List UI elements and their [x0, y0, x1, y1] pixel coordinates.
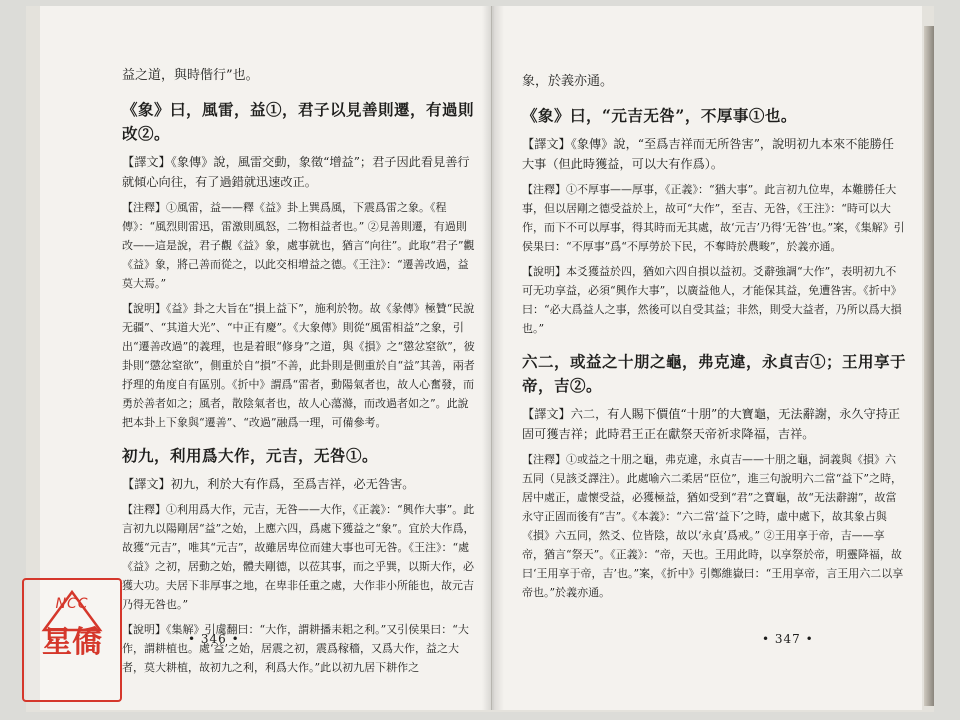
right-page — [492, 6, 922, 710]
classic-text: 《象》曰，風雷，益①，君子以見善則遷，有過則改②。 — [122, 100, 475, 143]
annotation-block-2: 【注釋】①利用爲大作，元吉，无咎——大作，《正義》：“興作大事”。此言初九以陽剛居“益”之始，上應六四，爲處下獲益之“象”。宜於大作爲，故獲“元吉”，唯其“元吉”，故雖居卑位而建大事也可无咎。《王注》：“處《益》之初，居動之始，體夫剛德，以莅其事，而之乎巽，以斯大作，必獲大功。夫居下非厚事之地，在卑非任重之處，大作非小所能也，故元吉乃得无咎也。” — [122, 503, 475, 611]
annotation-block: 【注釋】①風雷，益——釋《益》卦上巽爲風，下震爲雷之象。《程傳》：“風烈則雷迅，雷激則風怒，二物相益者也。” ②見善則遷，有過則改——這是說，君子觀《益》象，處事就也，猶言“向往”。此取“君子”觀《益》象，將己善而從之，以此交相增益之德。《王注》：“遷善改過，益莫大焉。” — [122, 201, 475, 290]
book-edge — [924, 26, 934, 706]
classic-text: 《象》曰，“元吉无咎”，不厚事①也。 — [522, 106, 797, 125]
classic-text-2: 初九，利用爲大作，元吉，无咎①。 — [122, 446, 379, 465]
translation-block: 【譯文】《象傳》說，“至爲吉祥而无所咎害”，說明初九本來不能勝任大事（但此時獲益，可以大有作爲）。 — [522, 137, 894, 171]
continuation-text: 益之道，與時偕行”也。 — [122, 68, 259, 83]
explanation-block: 【說明】本爻獲益於四，猶如六四自損以益初。爻辭強調“大作”，表明初九不可无功享益，必須“興作大事”，以廣益他人，才能保其益，免遭咎害。《折中》曰：“必大爲益人之事，然後可以自受其益；非然，則受大益者，乃所以爲大損也。” — [522, 265, 902, 335]
annotation-block-2: 【注釋】①或益之十朋之龜，弗克違，永貞吉——十朋之龜，詞義與《損》六五同（見該爻譯注）。此處喻六二柔居“臣位”，進三句說明六二當“益下”之時，居中處正，虛懷受益，必獲極益，猶如受到“君”之寶龜，故“无法辭謝”，故當永守正固而後有“吉”。《本義》：“六二當‘益下’之時，虛中處下，故其象占與《損》六五同，然爻、位皆陰，故以‘永貞’爲戒。” ②王用享于帝，吉——享帝，猶言“祭天”。《正義》：“帝，天也。王用此時，以享祭於帝，明靈降福，故曰‘王用享于帝，吉’也。”案，《折中》引鄭維嶽曰：“王用享帝，言王用六二以享帝也。”於義亦通。 — [522, 453, 904, 599]
classic-text-2: 六二，或益之十朋之龜，弗克違，永貞吉①；王用享于帝，吉②。 — [522, 352, 907, 395]
book-gutter — [482, 6, 504, 710]
seller-watermark-stamp — [22, 578, 122, 702]
continuation-text: 象，於義亦通。 — [522, 74, 614, 89]
translation-block: 【譯文】《象傳》說，風雷交動，象徵“增益”；君子因此看見善行就傾心向往，有了過錯就迅速改正。 — [122, 155, 470, 189]
translation-block-2: 【譯文】初九，利於大有作爲，至爲吉祥，必无咎害。 — [122, 477, 415, 491]
explanation-block: 【說明】《益》卦之大旨在“損上益下”，施利於物。故《彖傳》極贊“民說无疆”、“其道大光”、“中正有慶”。《大象傳》則從“風雷相益”之象，引出“遷善改過”的義理，也是着眼“修身”之道，與《損》之“懲忿窒欲”，彼卦則“懲忿窒欲”，側重於自“損”不善，此卦則是側重於自“益”其善，兩者抒理的角度自有區別。《折中》謂爲“雷者，動陽氣者也，故人心奮發，而勇於善者如之；風者，散陰氣者也，故人心蕩滌，而改過者如之”。此說把本卦上下象與“遷善”、“改過”融爲一理，可備參考。 — [122, 302, 475, 429]
page-number: • 347 • — [762, 632, 814, 646]
translation-block-2: 【譯文】六二，有人賜下價值“十朋”的大寶龜，无法辭謝，永久守持正固可獲吉祥；此時君王正在獻祭天帝祈求降福，吉祥。 — [522, 407, 901, 441]
explanation-block-2: 【說明】《集解》引虞翻曰：“大作，謂耕播耒耜之利。”又引侯果曰：“大作，謂耕植也。處‘益’之始，居震之初，震爲稼穡，又爲大作，益之大者，莫大耕植，故初九之利，利爲大作。”此以初九居下耕作之 — [122, 623, 469, 674]
stamp-latin-text: NCC — [55, 596, 89, 612]
stamp-chinese-text: 星僑 — [42, 625, 102, 660]
open-book — [26, 6, 934, 712]
page-number: • 346 • — [188, 632, 240, 646]
annotation-block: 【注釋】①不厚事——厚事，《正義》：“猶大事”。此言初九位卑，本難勝任大事，但以居剛之德受益於上，故可“大作”，至吉、无咎，《王注》：“時可以大作，而下不可以厚事，得其時而无其處，故‘元吉’乃得‘无咎’也。”案，《集解》引侯果曰：“不厚事”爲“不厚勞於下民，不奪時於農畯”，於義亦通。 — [522, 183, 905, 253]
